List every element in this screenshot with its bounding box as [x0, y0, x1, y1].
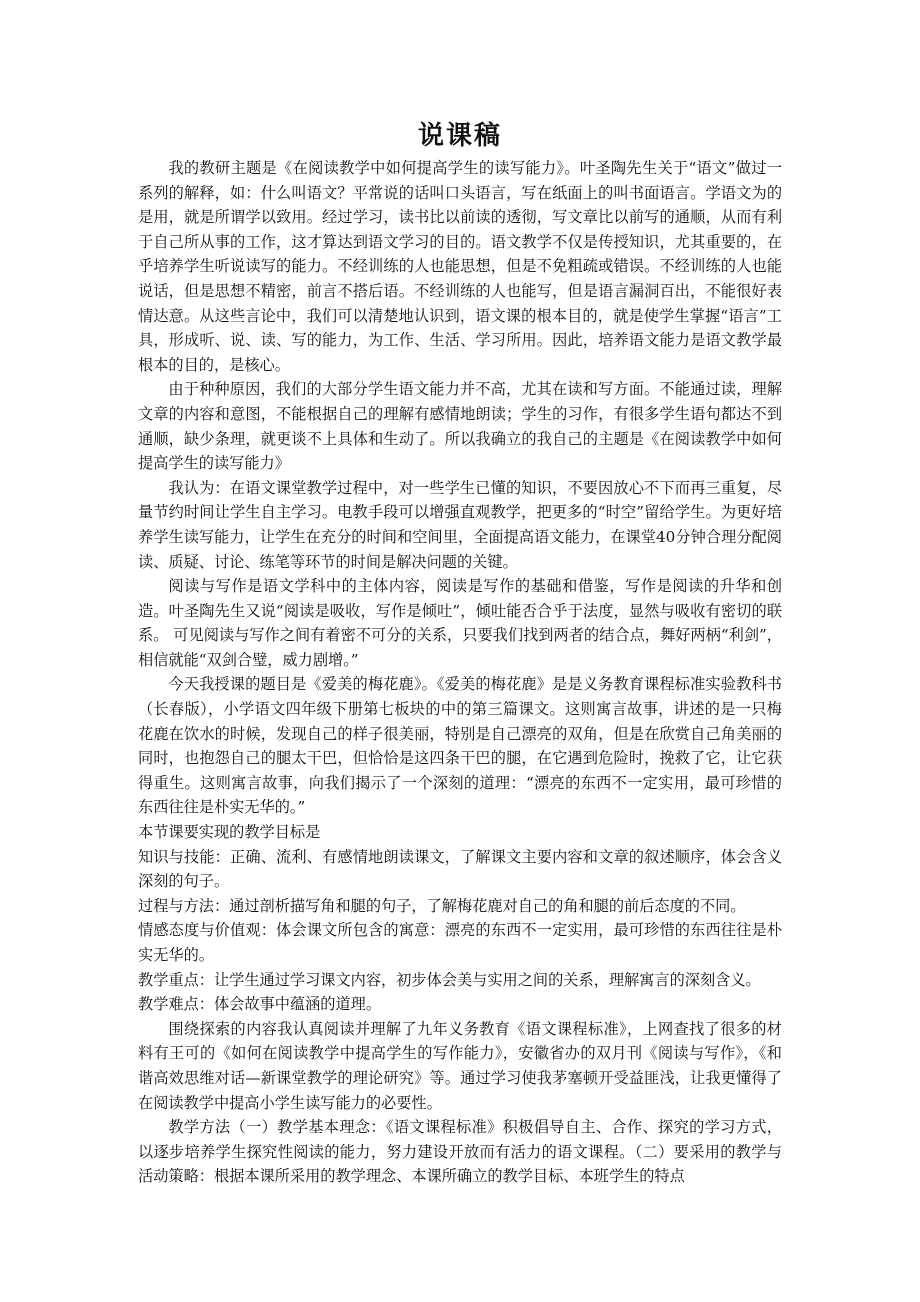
objective-knowledge: 知识与技能：正确、流利、有感情地朗读课文，了解课文主要内容和文章的叙述顺序，体会含义深刻的句子。	[138, 847, 782, 891]
paragraph: 今天我授课的题目是《爱美的梅花鹿》。《爱美的梅花鹿》是是义务教育课程标准实验教科书（长春版），小学语文四年级下册第七板块的中的第三篇课文。这则寓言故事，讲述的是一只梅花鹿在饮水的时候，发现自己的样子很美丽，特别是自己漂亮的双角，但是在欣赏自己角美丽的同时，也抱怨自己的腿太干巴，但恰恰是这四条干巴的腿，在它遇到危险时，挽救了它，让它获得重生。这则寓言故事，向我们揭示了一个深刻的道理：“漂亮的东西不一定实用，最可珍惜的东西往往是朴实无华的。”	[138, 675, 782, 817]
teaching-focus: 教学重点：让学生通过学习课文内容，初步体会美与实用之间的关系，理解寓言的深刻含义。	[138, 970, 761, 989]
objective-process: 过程与方法：通过剖析描写角和腿的句子，了解梅花鹿对自己的角和腿的前后态度的不同。	[138, 896, 746, 915]
paragraph: 我的教研主题是《在阅读教学中如何提高学生的读写能力》。叶圣陶先生关于“语文”做过一系列的解释，如：什么叫语文？平常说的话叫口头语言，写在纸面上的叫书面语言。学语文为的是用，就是所谓学以致用。经过学习，读书比以前读的透彻，写文章比以前写的通顺，从而有利于自己所从事的工作，这才算达到语文学习的目的。语文教学不仅是传授知识，尤其重要的，在乎培养学生听说读写的能力。不经训练的人也能思想，但是不免粗疏或错误。不经训练的人也能说话，但是思想不精密，前言不搭后语。不经训练的人也能写，但是语言漏洞百出，不能很好表情达意。从这些言论中，我们可以清楚地认识到，语文课的根本目的，就是使学生掌握“语言”工具，形成听、说、读、写的能力，为工作、生活、学习所用。因此，培养语文能力是语文教学最根本的目的，是核心。	[138, 159, 782, 374]
teaching-difficulty: 教学难点：体会故事中蕴涵的道理。	[138, 995, 381, 1014]
paragraph: 阅读与写作是语文学科中的主体内容，阅读是写作的基础和借鉴，写作是阅读的升华和创造。叶圣陶先生又说“阅读是吸收，写作是倾吐”，倾吐能否合乎于法度，显然与吸收有密切的联系。 可见阅读与写作之间有着密不可分的关系，只要我们找到两者的结合点，舞好两柄“利剑”，相信就能“双剑合璧，威力剧增。”	[138, 577, 782, 669]
paragraph: 由于种种原因，我们的大部分学生语文能力并不高，尤其在读和写方面。不能通过读，理解文章的内容和意图，不能根据自己的理解有感情地朗读；学生的习作，有很多学生语句都达不到通顺，缺少条理，就更谈不上具体和生动了。所以我确立的我自己的主题是《在阅读教学中如何提高学生的读写能力》	[138, 380, 782, 473]
document-body	[138, 156, 782, 1189]
paragraph: 教学方法（一）教学基本理念：《语文课程标准》积极倡导自主、合作、探究的学习方式，以逐步培养学生探究性阅读的能力，努力建设开放而有活力的语文课程。（二）要采用的教学与活动策略：根据本课所采用的教学理念、本课所确立的教学目标、本班学生的特点	[138, 1118, 782, 1186]
paragraph: 我认为：在语文课堂教学过程中，对一些学生已懂的知识，不要因放心不下而再三重复，尽量节约时间让学生自主学习。电教手段可以增强直观教学，把更多的“时空”留给学生。为更好培养学生读写能力，让学生在充分的时间和空间里，全面提高语文能力，在课堂40分钟合理分配阅读、质疑、讨论、练笔等环节的时间是解决问题的关键。	[138, 478, 782, 571]
objective-emotion: 情感态度与价值观：体会课文所包含的寓意：漂亮的东西不一定实用，最可珍惜的东西往往是朴实无华的。	[138, 921, 782, 964]
document-title: 说课稿	[417, 121, 502, 151]
document-page	[138, 118, 782, 1189]
objectives-heading: 本节课要实现的教学目标是	[138, 823, 321, 842]
paragraph: 围绕探索的内容我认真阅读并理解了九年义务教育《语文课程标准》，上网查找了很多的材料有王可的《如何在阅读教学中提高学生的写作能力》，安徽省办的双月刊《阅读与写作》，《和谐高效思维对话—新课堂教学的理论研究》等。通过学习使我茅塞顿开受益匪浅，让我更懂得了在阅读教学中提高小学生读写能力的必要性。	[138, 1019, 782, 1112]
